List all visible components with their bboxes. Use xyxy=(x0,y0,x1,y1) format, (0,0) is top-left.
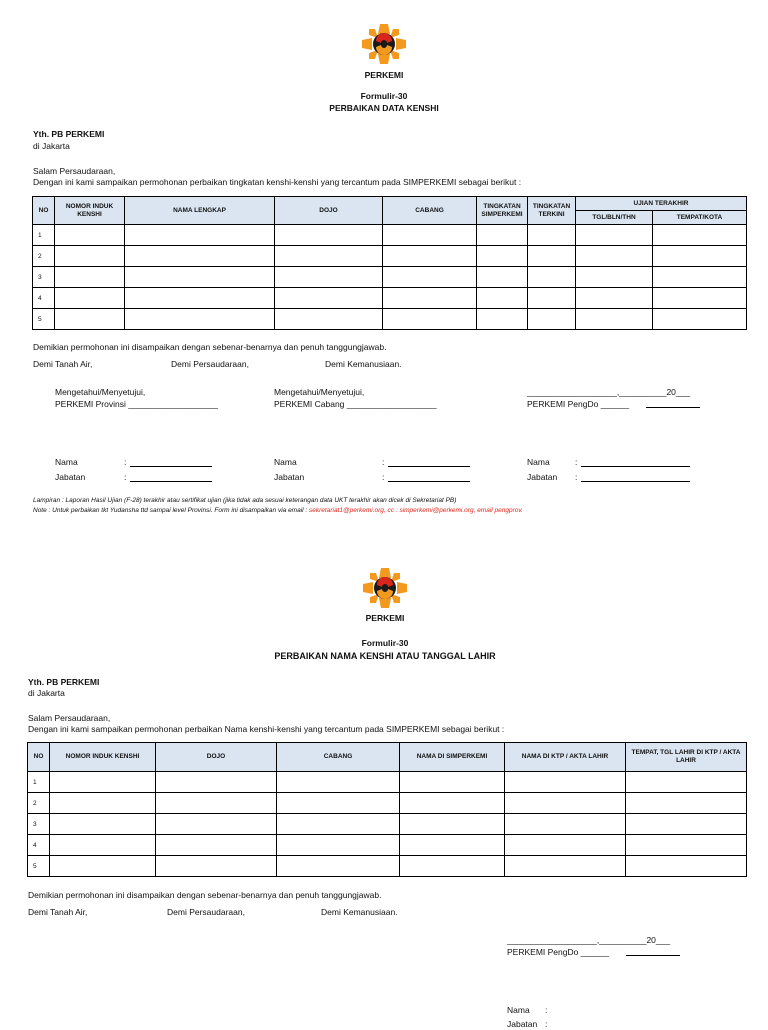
cell-input[interactable] xyxy=(626,835,747,856)
sign1-nama-colon: : xyxy=(124,457,127,467)
sign1-nama-field[interactable] xyxy=(130,466,212,467)
signature-line xyxy=(646,407,700,408)
cell-input[interactable] xyxy=(505,814,626,835)
form1-intro: Dengan ini kami sampaikan permohonan perbaikan tingkatan kenshi-kenshi yang tercantum pada SIMPERKEMI sebagai berikut : xyxy=(33,177,522,187)
cell-input[interactable] xyxy=(275,288,383,309)
form1-sign2-org: PERKEMI Cabang ___________________ xyxy=(274,399,437,409)
cell-input[interactable] xyxy=(383,225,477,246)
cell-input[interactable] xyxy=(505,772,626,793)
cell-input[interactable] xyxy=(50,856,156,877)
form2-motto-1: Demi Tanah Air, xyxy=(28,907,88,917)
cell-input[interactable] xyxy=(576,225,653,246)
cell-input[interactable] xyxy=(125,267,275,288)
cell-input[interactable] xyxy=(653,225,747,246)
col-tingkatan-simperkemi: TINGKATAN SIMPERKEMI xyxy=(477,197,528,225)
form2-sign-date: ___________________,__________20___ xyxy=(507,935,671,945)
sign2-nama-field[interactable] xyxy=(388,466,470,467)
cell-input[interactable] xyxy=(528,225,576,246)
form1-title: PERBAIKAN DATA KENSHI xyxy=(329,103,439,113)
cell-input[interactable] xyxy=(477,267,528,288)
cell-input[interactable] xyxy=(477,225,528,246)
table-row xyxy=(33,288,747,309)
cell-input[interactable] xyxy=(528,246,576,267)
cell-input[interactable] xyxy=(156,772,277,793)
col-tempat: TEMPAT/KOTA xyxy=(653,211,747,225)
col-no: NO xyxy=(28,743,50,772)
sign2-jabatan-field[interactable] xyxy=(388,481,470,482)
form2-nama-label: Nama xyxy=(507,1005,530,1015)
form1-motto-2: Demi Persaudaraan, xyxy=(171,359,249,369)
col-nama: NAMA LENGKAP xyxy=(125,197,275,225)
form1-table xyxy=(32,196,747,330)
form1-note-emails: sekretariat1@perkemi.org, cc : simperkemi@perkemi.org, email pengprov. xyxy=(309,507,523,514)
table-row xyxy=(33,246,747,267)
cell-input[interactable] xyxy=(277,835,400,856)
form1-recipient-place: di Jakarta xyxy=(33,141,70,151)
cell-input[interactable] xyxy=(55,309,125,330)
sign3-jabatan-field[interactable] xyxy=(581,481,690,482)
sign3-jabatan-label: Jabatan xyxy=(527,472,558,482)
cell-input[interactable] xyxy=(125,246,275,267)
col-cabang: CABANG xyxy=(277,743,400,772)
form2-form-number: Formulir-30 xyxy=(361,638,409,648)
cell-input[interactable] xyxy=(528,267,576,288)
col-cabang: CABANG xyxy=(383,197,477,225)
cell-input[interactable] xyxy=(576,267,653,288)
cell-input[interactable] xyxy=(477,246,528,267)
cell-input[interactable] xyxy=(528,309,576,330)
cell-input[interactable] xyxy=(477,288,528,309)
sign1-jabatan-colon: : xyxy=(124,472,127,482)
form1-sign2-label: Mengetahui/Menyetujui, xyxy=(274,387,365,397)
row-number: 1 xyxy=(28,772,50,793)
row-number: 5 xyxy=(28,856,50,877)
form1-motto-3: Demi Kemanusiaan. xyxy=(325,359,402,369)
cell-input[interactable] xyxy=(50,814,156,835)
form1-sign1-org: PERKEMI Provinsi ___________________ xyxy=(55,399,219,409)
cell-input[interactable] xyxy=(277,772,400,793)
form1-form-number: Formulir-30 xyxy=(360,91,408,101)
cell-input[interactable] xyxy=(277,814,400,835)
table-row xyxy=(33,225,747,246)
form2-motto-3: Demi Kemanusiaan. xyxy=(321,907,398,917)
cell-input[interactable] xyxy=(55,267,125,288)
col-nik: NOMOR INDUK KENSHI xyxy=(50,743,156,772)
sign1-jabatan-field[interactable] xyxy=(130,481,212,482)
form1-org: PERKEMI xyxy=(364,70,404,80)
form1-motto-1: Demi Tanah Air, xyxy=(33,359,93,369)
form2-jabatan-label: Jabatan xyxy=(507,1019,538,1029)
form2-title: PERBAIKAN NAMA KENSHI ATAU TANGGAL LAHIR xyxy=(274,651,496,661)
cell-input[interactable] xyxy=(383,288,477,309)
col-no: NO xyxy=(33,197,55,225)
cell-input[interactable] xyxy=(477,309,528,330)
cell-input[interactable] xyxy=(528,288,576,309)
col-ttl: TEMPAT, TGL LAHIR DI KTP / AKTA LAHIR xyxy=(626,743,747,772)
cell-input[interactable] xyxy=(400,814,505,835)
cell-input[interactable] xyxy=(50,835,156,856)
cell-input[interactable] xyxy=(653,288,747,309)
row-number: 3 xyxy=(28,814,50,835)
cell-input[interactable] xyxy=(277,793,400,814)
form2-recipient: Yth. PB PERKEMI xyxy=(28,677,100,687)
cell-input[interactable] xyxy=(383,309,477,330)
col-nik: NOMOR INDUK KENSHI xyxy=(55,197,125,225)
sign3-nama-colon: : xyxy=(575,457,578,467)
cell-input[interactable] xyxy=(156,856,277,877)
form2-sign-org: PERKEMI PengDo ______ xyxy=(507,947,610,957)
form1-note-text: Note : Untuk perbaikan tkt Yudansha ttd sampai level Provinsi. Form ini disampaikan via email : xyxy=(33,507,308,514)
form1-recipient: Yth. PB PERKEMI xyxy=(33,129,105,139)
cell-input[interactable] xyxy=(275,267,383,288)
col-nama-ktp: NAMA DI KTP / AKTA LAHIR xyxy=(505,743,626,772)
form2-jabatan-colon: : xyxy=(545,1019,548,1029)
cell-input[interactable] xyxy=(55,246,125,267)
cell-input[interactable] xyxy=(125,288,275,309)
cell-input[interactable] xyxy=(125,225,275,246)
cell-input[interactable] xyxy=(156,793,277,814)
col-tgl: TGL/BLN/THN xyxy=(576,211,653,225)
cell-input[interactable] xyxy=(275,225,383,246)
sign2-nama-label: Nama xyxy=(274,457,297,467)
form2-table xyxy=(27,742,747,877)
cell-input[interactable] xyxy=(505,835,626,856)
cell-input[interactable] xyxy=(576,288,653,309)
table-row xyxy=(28,856,747,877)
cell-input[interactable] xyxy=(383,246,477,267)
cell-input[interactable] xyxy=(383,267,477,288)
form1-sign3-date: ___________________,__________20___ xyxy=(527,387,691,397)
sign2-nama-colon: : xyxy=(382,457,385,467)
form1-closing: Demikian permohonan ini disampaikan dengan sebenar-benarnya dan penuh tanggungjawab. xyxy=(33,342,387,352)
row-number: 1 xyxy=(33,225,55,246)
form1-sign3-org: PERKEMI PengDo ______ xyxy=(527,399,630,409)
form1-note xyxy=(33,507,523,515)
cell-input[interactable] xyxy=(653,309,747,330)
row-number: 2 xyxy=(33,246,55,267)
cell-input[interactable] xyxy=(576,246,653,267)
cell-input[interactable] xyxy=(626,772,747,793)
form2-greeting: Salam Persaudaraan, xyxy=(28,713,111,723)
sign2-jabatan-label: Jabatan xyxy=(274,472,305,482)
col-dojo: DOJO xyxy=(156,743,277,772)
form2-intro: Dengan ini kami sampaikan permohonan perbaikan Nama kenshi-kenshi yang tercantum pada SIMPERKEMI sebagai berikut : xyxy=(28,724,505,734)
table-row xyxy=(28,814,747,835)
cell-input[interactable] xyxy=(626,856,747,877)
form1-greeting: Salam Persaudaraan, xyxy=(33,166,116,176)
form1-sign1-label: Mengetahui/Menyetujui, xyxy=(55,387,146,397)
cell-input[interactable] xyxy=(125,309,275,330)
form2-nama-colon: : xyxy=(545,1005,548,1015)
cell-input[interactable] xyxy=(653,267,747,288)
row-number: 4 xyxy=(33,288,55,309)
table-row xyxy=(33,267,747,288)
table-row xyxy=(28,793,747,814)
cell-input[interactable] xyxy=(400,772,505,793)
sign3-jabatan-colon: : xyxy=(575,472,578,482)
signature-line xyxy=(626,955,680,956)
row-number: 2 xyxy=(28,793,50,814)
cell-input[interactable] xyxy=(626,793,747,814)
sign1-jabatan-label: Jabatan xyxy=(55,472,86,482)
col-tingkatan-terkini: TINGKATAN TERKINI xyxy=(528,197,576,225)
cell-input[interactable] xyxy=(505,793,626,814)
row-number: 4 xyxy=(28,835,50,856)
sign1-nama-label: Nama xyxy=(55,457,78,467)
cell-input[interactable] xyxy=(50,772,156,793)
cell-input[interactable] xyxy=(653,246,747,267)
sign3-nama-field[interactable] xyxy=(581,466,690,467)
sign3-nama-label: Nama xyxy=(527,457,550,467)
table-row xyxy=(28,835,747,856)
cell-input[interactable] xyxy=(50,793,156,814)
cell-input[interactable] xyxy=(156,835,277,856)
col-nama-simperkemi: NAMA DI SIMPERKEMI xyxy=(400,743,505,772)
col-dojo: DOJO xyxy=(275,197,383,225)
row-number: 5 xyxy=(33,309,55,330)
cell-input[interactable] xyxy=(55,225,125,246)
cell-input[interactable] xyxy=(275,246,383,267)
cell-input[interactable] xyxy=(400,856,505,877)
form2-motto-2: Demi Persaudaraan, xyxy=(167,907,245,917)
cell-input[interactable] xyxy=(400,793,505,814)
form2-org: PERKEMI xyxy=(365,613,405,623)
table-row xyxy=(28,772,747,793)
form2-recipient-place: di Jakarta xyxy=(28,688,65,698)
cell-input[interactable] xyxy=(626,814,747,835)
cell-input[interactable] xyxy=(156,814,277,835)
form2-closing: Demikian permohonan ini disampaikan dengan sebenar-benarnya dan penuh tanggungjawab. xyxy=(28,890,382,900)
row-number: 3 xyxy=(33,267,55,288)
perkemi-logo-icon xyxy=(361,566,409,610)
perkemi-logo-icon xyxy=(360,22,408,66)
cell-input[interactable] xyxy=(275,309,383,330)
sign2-jabatan-colon: : xyxy=(382,472,385,482)
col-ujian-terakhir: UJIAN TERAKHIR xyxy=(576,197,747,211)
cell-input[interactable] xyxy=(277,856,400,877)
cell-input[interactable] xyxy=(400,835,505,856)
table-row xyxy=(33,309,747,330)
cell-input[interactable] xyxy=(55,288,125,309)
cell-input[interactable] xyxy=(505,856,626,877)
cell-input[interactable] xyxy=(576,309,653,330)
form1-lampiran: Lampiran : Laporan Hasil Ujian (F-28) terakhir atau sertifikat ujian (jika tidak ada sesuai keterangan data UKT terakhir akan dicek di Sekretariat PB) xyxy=(33,497,457,504)
